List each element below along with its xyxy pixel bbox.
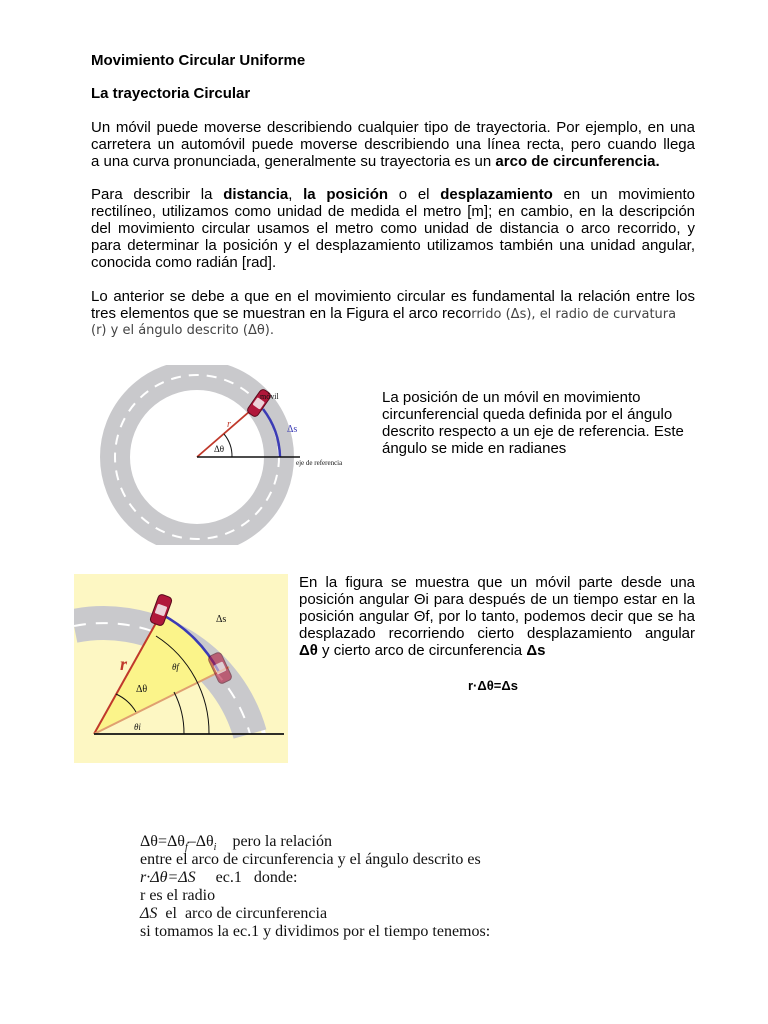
math-line4: r es el radio bbox=[140, 887, 216, 904]
math-line1: $\Delta\theta=\Delta\theta_f-\Delta\theta_i$ pero la relación bbox=[140, 833, 332, 854]
p2-line2: rectilíneo, utilizamos como unidad de medida el metro [m]; en cambio, en la descripción bbox=[91, 203, 695, 220]
label-ds: Δs bbox=[216, 614, 227, 625]
figure-circular-road bbox=[100, 365, 370, 545]
p3-line2: tres elementos que se muestran en la Figura el arco recorrido (Δs), el radio de curvatura bbox=[91, 305, 677, 322]
radius-line bbox=[197, 405, 257, 457]
label-thetai: θi bbox=[134, 722, 141, 732]
math-line5: ΔS el arco de circunferencia bbox=[140, 905, 328, 922]
math-line3: r·Δθ=ΔS ec.1 donde: bbox=[140, 869, 298, 886]
label-dtheta: Δθ bbox=[136, 684, 148, 695]
math-line6: si tomamos la ec.1 y dividimos por el tiempo tenemos: bbox=[140, 923, 491, 940]
p2-line3: del movimiento circular usamos el metro como unidad de distancia o arco recorrido, y bbox=[91, 220, 695, 237]
label-movil: móvil bbox=[260, 392, 279, 401]
p2-line5: conocida como radián [rad]. bbox=[91, 254, 277, 271]
p1-line3: a una curva pronunciada, generalmente su trayectoria es un arco de circunferencia. bbox=[91, 153, 660, 170]
figure-angular-displacement bbox=[74, 574, 288, 763]
p2-line1: Para describir la distancia, la posición o el desplazamiento en un movimiento bbox=[91, 186, 695, 203]
label-r: r bbox=[227, 419, 231, 430]
math-block bbox=[140, 833, 490, 941]
caption2-line1: En la figura se muestra que un móvil parte desde una bbox=[299, 574, 695, 591]
caption1-line3: descrito respecto a un eje de referencia. Este bbox=[382, 423, 684, 440]
p2-line4: para determinar la posición y el desplazamiento utilizamos también una unidad angular, bbox=[91, 237, 695, 254]
label-r: r bbox=[120, 654, 128, 674]
formula: r·Δθ=Δs bbox=[468, 678, 518, 693]
caption2-line5: Δθ y cierto arco de circunferencia Δs bbox=[299, 642, 546, 659]
p3-line3: (r) y el ángulo descrito (Δθ). bbox=[91, 323, 275, 338]
page-title: Movimiento Circular Uniforme bbox=[91, 52, 306, 69]
caption2-line3: posición angular Θf, por lo tanto, podemos decir que se ha bbox=[299, 608, 695, 625]
label-thetaf: θf bbox=[172, 662, 179, 672]
label-eje: eje de referencia bbox=[296, 459, 343, 467]
caption2-line4: desplazado recorriendo cierto desplazamiento angular bbox=[299, 625, 695, 642]
caption2-line2: posición angular Θi para después de un tiempo estar en la bbox=[299, 591, 695, 608]
p1-line1: Un móvil puede moverse describiendo cualquier tipo de trayectoria. Por ejemplo, en una bbox=[91, 119, 695, 136]
caption1-line1: La posición de un móvil en movimiento bbox=[382, 389, 641, 406]
section-title: La trayectoria Circular bbox=[91, 85, 251, 102]
label-dtheta: Δθ bbox=[214, 444, 225, 454]
p1-line2: carretera un automóvil puede moverse describiendo una línea recta, pero cuando llega bbox=[91, 136, 695, 153]
caption1-line4: ángulo se mide en radianes bbox=[382, 440, 567, 457]
p3-line1: Lo anterior se debe a que en el movimiento circular es fundamental la relación entre los bbox=[91, 288, 695, 305]
label-ds: Δs bbox=[287, 424, 298, 435]
math-line2: entre el arco de circunferencia y el ángulo descrito es bbox=[140, 851, 481, 868]
caption1-line2: circunferencial queda definida por el ángulo bbox=[382, 406, 673, 423]
angle-arc bbox=[224, 434, 232, 457]
